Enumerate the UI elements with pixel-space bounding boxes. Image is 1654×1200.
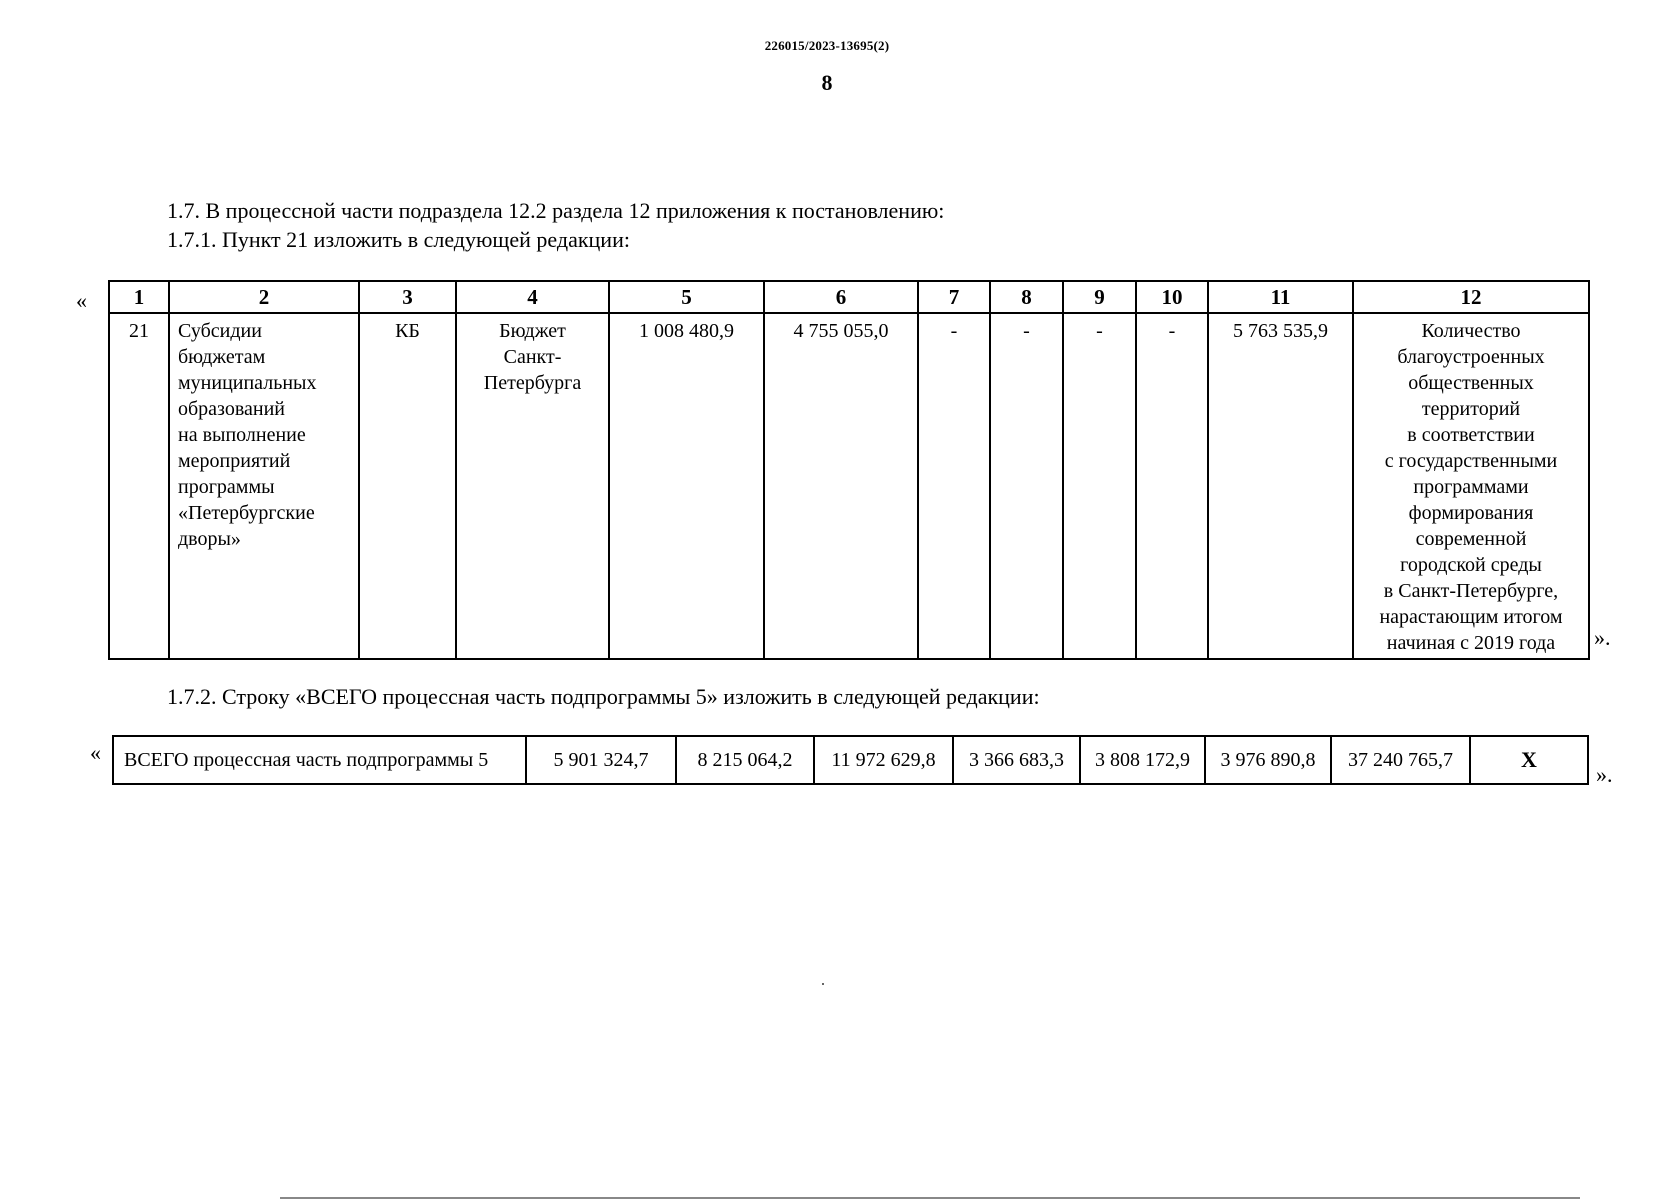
total-value-cell: 11 972 629,8 (814, 736, 953, 784)
bottom-scan-edge (280, 1197, 1580, 1199)
total-value-cell: 5 901 324,7 (526, 736, 676, 784)
table1-header-cell: 12 (1353, 281, 1589, 313)
table-row (113, 736, 1588, 784)
total-value-cell: 3 976 890,8 (1205, 736, 1331, 784)
table1-header-cell: 2 (169, 281, 359, 313)
item-number-cell: 21 (109, 313, 169, 659)
total-value-cell: 3 366 683,3 (953, 736, 1080, 784)
value-cell-7: - (918, 313, 990, 659)
document-registration-number: 226015/2023-13695(2) (764, 38, 890, 53)
paragraph-1-7: 1.7. В процессной части подраздела 12.2 раздела 12 приложения к постановлению: (167, 198, 945, 223)
table1-header-cell: 1 (109, 281, 169, 313)
opening-quote-table1: « (76, 288, 87, 313)
x-mark-cell: Х (1470, 736, 1588, 784)
table1-header-cell: 8 (990, 281, 1063, 313)
value-cell-5: 1 008 480,9 (609, 313, 764, 659)
scan-speck (822, 983, 824, 985)
total-value-cell: 8 215 064,2 (676, 736, 814, 784)
table1-header-cell: 10 (1136, 281, 1208, 313)
table1-header-cell: 3 (359, 281, 456, 313)
item-name-cell: Субсидии бюджетам муниципальных образований на выполнение мероприятий программы «Петербургские дворы» (169, 313, 359, 659)
total-label-cell: ВСЕГО процессная часть подпрограммы 5 (113, 736, 526, 784)
page-number: 8 (821, 70, 833, 95)
opening-quote-table2: « (90, 740, 101, 765)
paragraph-1-7-1: 1.7.1. Пункт 21 изложить в следующей редакции: (167, 227, 630, 252)
table1-header-row (109, 281, 1589, 313)
value-cell-6: 4 755 055,0 (764, 313, 918, 659)
table-row (109, 313, 1589, 659)
table1-header-cell: 4 (456, 281, 609, 313)
value-cell-8: - (990, 313, 1063, 659)
closing-quote-table2: ». (1596, 762, 1613, 787)
table1-header-cell: 9 (1063, 281, 1136, 313)
paragraph-1-7-2: 1.7.2. Строку «ВСЕГО процессная часть подпрограммы 5» изложить в следующей редакции: (167, 684, 1040, 709)
total-cell: 5 763 535,9 (1208, 313, 1353, 659)
table1-header-cell: 7 (918, 281, 990, 313)
total-row-table (112, 735, 1589, 785)
item-21-table (108, 280, 1590, 660)
value-cell-9: - (1063, 313, 1136, 659)
closing-quote-table1: ». (1594, 625, 1611, 650)
total-value-cell: 3 808 172,9 (1080, 736, 1205, 784)
indicator-cell: Количество благоустроенных общественных территорий в соответствии с государственными программами формирования современной городской среды в Санкт-Петербурге, нарастающим итогом начиная с 2019 года (1353, 313, 1589, 659)
code-cell: КБ (359, 313, 456, 659)
table1-header-cell: 11 (1208, 281, 1353, 313)
grand-total-cell: 37 240 765,7 (1331, 736, 1470, 784)
table1-header-cell: 6 (764, 281, 918, 313)
value-cell-10: - (1136, 313, 1208, 659)
table1-header-cell: 5 (609, 281, 764, 313)
funding-source-cell: Бюджет Санкт- Петербурга (456, 313, 609, 659)
